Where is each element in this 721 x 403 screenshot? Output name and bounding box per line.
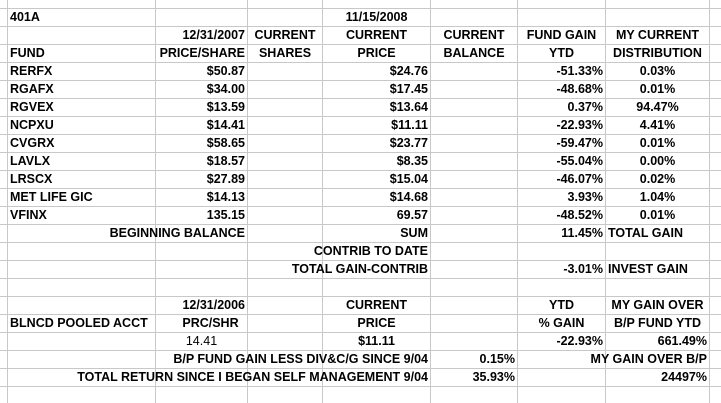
fund-distribution[interactable]: 0.02% (639, 172, 676, 186)
fund-price[interactable]: $34.00 (206, 82, 245, 96)
fund-price[interactable]: $14.13 (206, 190, 245, 204)
bp-fund-gain-value[interactable]: 0.15% (479, 352, 515, 366)
fund-gain[interactable]: -59.47% (556, 136, 603, 150)
fund-gain[interactable]: -22.93% (556, 118, 603, 132)
fund-distribution[interactable]: 0.03% (639, 64, 676, 78)
fund-current-price[interactable]: $23.77 (389, 136, 428, 150)
fund-current-price[interactable]: 69.57 (396, 208, 428, 222)
fund-gain[interactable]: -55.04% (556, 154, 603, 168)
header-my-current[interactable]: MY CURRENT (615, 28, 700, 42)
fund-price[interactable]: $50.87 (206, 64, 245, 78)
fund-name[interactable]: RGAFX (10, 82, 54, 96)
header-current-shares-top[interactable]: CURRENT (254, 28, 316, 42)
fund-gain[interactable]: -48.68% (556, 82, 603, 96)
contrib-to-date-label[interactable]: CONTRIB TO DATE (313, 244, 428, 258)
fund-name[interactable]: NCPXU (10, 118, 54, 132)
header-price-share[interactable]: PRICE/SHARE (159, 46, 245, 60)
total-gain-label[interactable]: TOTAL GAIN (608, 226, 683, 240)
fund-distribution[interactable]: 0.01% (639, 82, 676, 96)
total-return-label[interactable]: TOTAL RETURN SINCE I BEGAN SELF MANAGEMENT 9/04 (77, 370, 428, 384)
pooled-header-bp[interactable]: B/P FUND YTD (613, 316, 702, 330)
fund-price[interactable]: $27.89 (206, 172, 245, 186)
pooled-header-gain[interactable]: % GAIN (538, 316, 585, 330)
fund-price[interactable]: 135.15 (206, 208, 245, 222)
fund-current-price[interactable]: $15.04 (389, 172, 428, 186)
fund-current-price[interactable]: $17.45 (389, 82, 428, 96)
fund-gain[interactable]: 3.93% (567, 190, 603, 204)
fund-price[interactable]: $18.57 (206, 154, 245, 168)
header-fund[interactable]: FUND (10, 46, 45, 60)
sum-label[interactable]: SUM (400, 226, 428, 240)
current-date[interactable]: 11/15/2008 (345, 10, 408, 24)
contrib-gain-value[interactable]: -3.01% (563, 262, 603, 276)
header-current-balance-top[interactable]: CURRENT (443, 28, 505, 42)
fund-distribution[interactable]: 0.00% (639, 154, 676, 168)
fund-distribution[interactable]: 0.01% (639, 208, 676, 222)
pooled-header-price[interactable]: PRICE (357, 316, 396, 330)
fund-name[interactable]: LAVLX (10, 154, 51, 168)
fund-gain[interactable]: -51.33% (556, 64, 603, 78)
header-ytd[interactable]: YTD (549, 46, 574, 60)
header-fund-gain[interactable]: FUND GAIN (526, 28, 597, 42)
fund-current-price[interactable]: $11.11 (391, 118, 428, 132)
fund-current-price[interactable]: $14.68 (389, 190, 428, 204)
pooled-gain-value[interactable]: -22.93% (556, 334, 603, 348)
fund-current-price[interactable]: $13.64 (389, 100, 428, 114)
fund-name[interactable]: LRSCX (10, 172, 53, 186)
fund-distribution[interactable]: 4.41% (639, 118, 676, 132)
pooled-header-my-gain[interactable]: MY GAIN OVER (611, 298, 704, 312)
header-distribution[interactable]: DISTRIBUTION (613, 46, 702, 60)
pooled-prc-value[interactable]: 14.41 (185, 334, 218, 348)
header-balance[interactable]: BALANCE (443, 46, 505, 60)
fund-name[interactable]: MET LIFE GIC (10, 190, 93, 204)
header-shares[interactable]: SHARES (258, 46, 312, 60)
fund-price[interactable]: $14.41 (206, 118, 245, 132)
fund-distribution[interactable]: 0.01% (639, 136, 676, 150)
fund-name[interactable]: RGVEX (10, 100, 54, 114)
grid-line (0, 386, 721, 387)
header-current-price-top[interactable]: CURRENT (345, 28, 408, 42)
fund-current-price[interactable]: $8.35 (396, 154, 428, 168)
fund-gain[interactable]: -48.52% (556, 208, 603, 222)
fund-name[interactable]: VFINX (10, 208, 47, 222)
pooled-my-gain-value[interactable]: 661.49% (657, 334, 707, 348)
fund-name[interactable]: RERFX (10, 64, 53, 78)
total-return-value[interactable]: 35.93% (472, 370, 515, 384)
fund-price[interactable]: $58.65 (206, 136, 245, 150)
grid-line (0, 278, 721, 279)
my-gain-over-bp-value[interactable]: 24497% (661, 370, 707, 384)
invest-gain-label[interactable]: INVEST GAIN (608, 262, 688, 276)
fund-distribution[interactable]: 1.04% (639, 190, 676, 204)
pooled-account-name[interactable]: BLNCD POOLED ACCT (10, 316, 148, 330)
fund-gain[interactable]: 0.37% (567, 100, 603, 114)
pooled-header-current[interactable]: CURRENT (345, 298, 408, 312)
sum-gain-value[interactable]: 11.45% (561, 226, 603, 240)
pooled-header-date[interactable]: 12/31/2006 (182, 298, 245, 312)
beginning-balance-label[interactable]: BEGINNING BALANCE (109, 226, 245, 240)
bp-fund-gain-label[interactable]: B/P FUND GAIN LESS DIV&C/G SINCE 9/04 (173, 352, 428, 366)
sheet-title[interactable]: 401A (10, 10, 40, 24)
header-price-date[interactable]: 12/31/2007 (182, 28, 245, 42)
header-price[interactable]: PRICE (357, 46, 396, 60)
fund-current-price[interactable]: $24.76 (389, 64, 428, 78)
fund-price[interactable]: $13.59 (206, 100, 245, 114)
fund-gain[interactable]: -46.07% (556, 172, 603, 186)
pooled-header-prc[interactable]: PRC/SHR (182, 316, 239, 330)
total-gain-contrib-label[interactable]: TOTAL GAIN-CONTRIB (291, 262, 428, 276)
fund-distribution[interactable]: 94.47% (636, 100, 679, 114)
grid-line (709, 0, 710, 403)
fund-name[interactable]: CVGRX (10, 136, 55, 150)
pooled-current-value[interactable]: $11.11 (358, 334, 395, 348)
pooled-header-ytd[interactable]: YTD (549, 298, 574, 312)
my-gain-over-bp-label[interactable]: MY GAIN OVER B/P (590, 352, 707, 366)
